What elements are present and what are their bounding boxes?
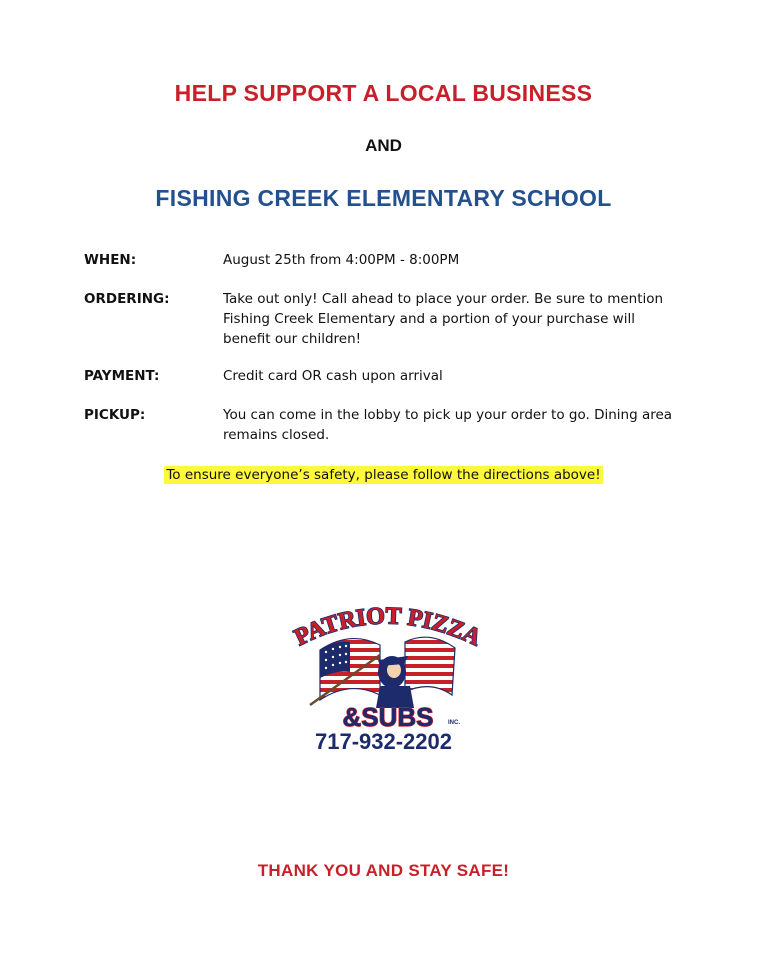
safety-notice-text: To ensure everyone’s safety, please follow the directions above! — [166, 467, 601, 483]
patriot-flag-icon — [310, 637, 455, 708]
detail-label: PAYMENT: — [84, 368, 160, 384]
headline-and: AND — [365, 136, 402, 155]
detail-value: Take out only! Call ahead to place your order. Be sure to mention Fishing Creek Elementary and a portion of your purchase will benefit our children! — [223, 291, 664, 347]
headline-school-name: FISHING CREEK ELEMENTARY SCHOOL — [155, 185, 612, 211]
detail-label: PICKUP: — [84, 407, 146, 423]
logo-suffix: INC. — [448, 720, 460, 726]
patriot-pizza-logo — [280, 600, 495, 730]
headline-support-local-business: HELP SUPPORT A LOCAL BUSINESS — [174, 80, 593, 106]
detail-value: You can come in the lobby to pick up your order to go. Dining area remains closed. — [223, 407, 673, 443]
detail-value: August 25th from 4:00PM - 8:00PM — [223, 252, 460, 268]
detail-value: Credit card OR cash upon arrival — [223, 368, 443, 384]
detail-label: ORDERING: — [84, 291, 170, 307]
detail-label: WHEN: — [84, 252, 137, 268]
logo-name-top: PATRIOT PIZZA — [290, 603, 485, 652]
phone-number: 717-932-2202 — [314, 729, 452, 754]
safety-notice — [0, 464, 767, 485]
footer-thank-you: THANK YOU AND STAY SAFE! — [257, 861, 510, 880]
logo-name-bottom: &SUBS — [342, 702, 434, 730]
